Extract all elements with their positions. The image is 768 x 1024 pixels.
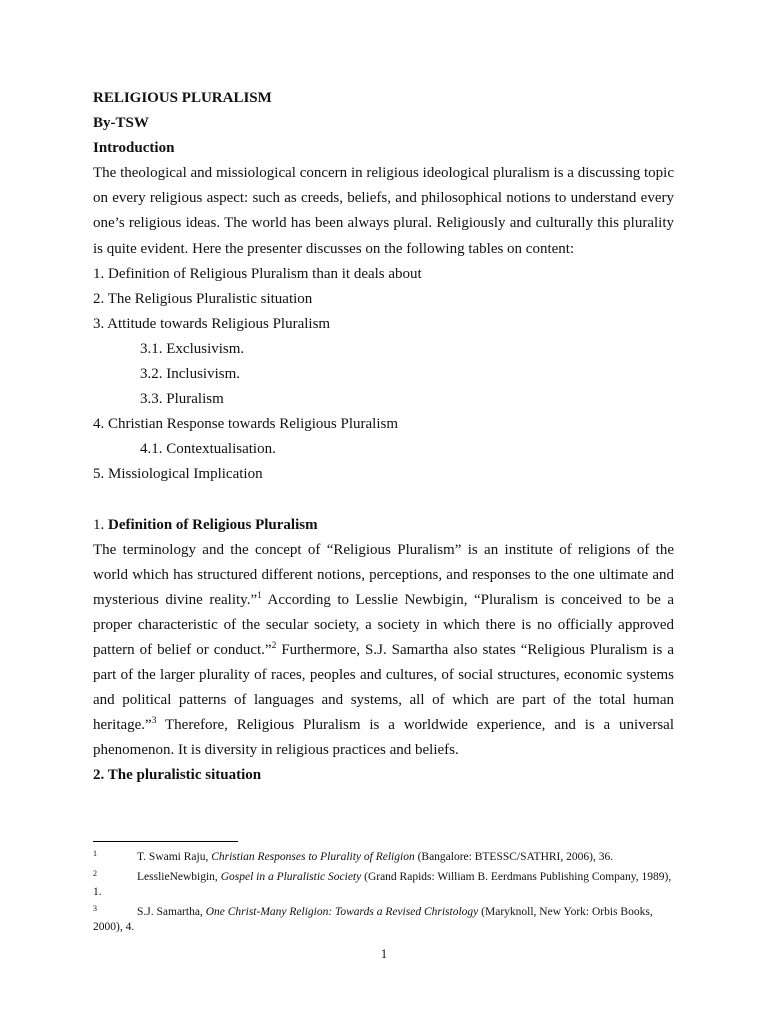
section-2-heading: 2. The pluralistic situation bbox=[93, 767, 262, 784]
footnote-author: T. Swami Raju, bbox=[137, 851, 212, 863]
footnote-details: (Grand Rapids: William B. Eerdmans Publishing Company, 1989), 1. bbox=[93, 870, 672, 898]
footnote-number: 3 bbox=[93, 903, 97, 913]
intro-paragraph: The theological and missiological concern in religious ideological pluralism is a discussing topic on every religious aspect: such as creeds, beliefs, and philosophical notions to understand every one’s religious ideas. The world has been always plural. Religiously and culturally this plurality is quite evident. Here the presenter discusses on the following tables on content: bbox=[93, 165, 674, 257]
footnote-title: One Christ-Many Religion: Towards a Revised Christology bbox=[205, 905, 479, 918]
toc-item: 2. The Religious Pluralistic situation bbox=[93, 290, 313, 307]
toc-item: 1. Definition of Religious Pluralism than it deals about bbox=[93, 265, 422, 282]
author-line: By-TSW bbox=[93, 115, 149, 132]
footnote-item bbox=[93, 901, 674, 936]
page-number: 1 bbox=[380, 947, 388, 961]
footnote-item bbox=[93, 866, 674, 901]
footnote-ref: 2 bbox=[271, 640, 277, 651]
paragraph-text: Furthermore, S.J. Samartha also states “Religious Pluralism is a part of the larger plurality of races, peoples and cultures, of social structures, economic systems and political patterns of languages and systems, all of which are part of the total human heritage.” bbox=[93, 641, 675, 734]
footnote-details: (Bangalore: BTESSC/SATHRI, 2006), 36. bbox=[414, 851, 614, 863]
footnote-title: Gospel in a Pluralistic Society bbox=[220, 870, 362, 883]
paragraph-text: Therefore, Religious Pluralism is a worldwide experience, and is a universal phenomenon. It is diversity in religious practices and beliefs. bbox=[93, 717, 674, 759]
toc-subitem: 3.3. Pluralism bbox=[140, 391, 224, 408]
section-1-paragraph bbox=[93, 538, 674, 764]
paragraph-text: According to Lesslie Newbigin, “Pluralism is conceived to be a proper characteristic of the secular society, a society in which there is no officially approved pattern of belief or conduct.” bbox=[93, 591, 674, 658]
toc-subitem: 4.1. Contextualisation. bbox=[140, 441, 276, 458]
paragraph-text: The terminology and the concept of “Religious Pluralism” is an institute of religions of the world which has structured different notions, perceptions, and responses to the one ultimate and mysterious divine reality.” bbox=[93, 541, 674, 608]
footnote-ref: 3 bbox=[151, 716, 157, 727]
footnote-ref: 1 bbox=[257, 590, 262, 601]
footnote-number: 1 bbox=[93, 849, 97, 858]
intro-heading: Introduction bbox=[93, 140, 175, 157]
footnote-separator bbox=[93, 841, 238, 842]
document-title: RELIGIOUS PLURALISM bbox=[93, 90, 272, 106]
section-1-title: Definition of Religious Pluralism bbox=[108, 516, 318, 533]
footnote-item bbox=[93, 846, 674, 866]
toc-item: 3. Attitude towards Religious Pluralism bbox=[93, 315, 331, 332]
footnote-number: 2 bbox=[93, 868, 97, 878]
toc-subitem: 3.1. Exclusivism. bbox=[140, 340, 245, 357]
blank-line bbox=[93, 488, 674, 513]
footnote-details: (Maryknoll, New York: Orbis Books, 2000), 4. bbox=[93, 905, 653, 933]
footnote-author: S.J. Samartha, bbox=[137, 905, 206, 918]
footnotes bbox=[93, 846, 674, 936]
toc-item: 4. Christian Response towards Religious Pluralism bbox=[93, 416, 398, 433]
table-of-contents bbox=[93, 262, 674, 488]
toc-subitem: 3.2. Inclusivism. bbox=[140, 366, 240, 383]
section-1-heading bbox=[93, 513, 674, 538]
toc-item: 5. Missiological Implication bbox=[93, 466, 263, 483]
section-1-number: 1. bbox=[93, 516, 105, 533]
page-body bbox=[93, 86, 674, 789]
footnote-author: LesslieNewbigin, bbox=[137, 870, 221, 883]
footnote-title: Christian Responses to Plurality of Religion bbox=[211, 851, 415, 863]
